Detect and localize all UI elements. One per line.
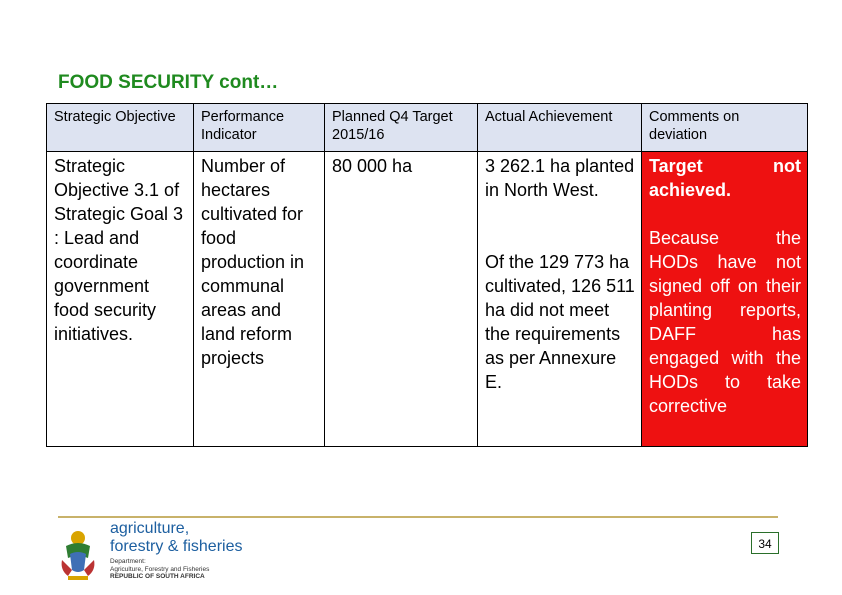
header-comments-deviation: Comments on deviation	[642, 104, 808, 152]
page-number: 34	[751, 532, 779, 554]
cell-performance-indicator: Number of hectares cultivated for food production in communal areas and land reform projects	[194, 152, 325, 447]
header-planned-target: Planned Q4 Target 2015/16	[325, 104, 478, 152]
table-header-row	[47, 104, 808, 152]
page-title: FOOD SECURITY cont…	[58, 72, 279, 93]
header-strategic-objective: Strategic Objective	[47, 104, 194, 152]
actual-main-text: 3 262.1 ha planted in North West.	[485, 156, 635, 200]
performance-table	[46, 103, 808, 447]
dept-line-2: Agriculture, Forestry and Fisheries	[110, 565, 210, 573]
cell-comments-deviation	[642, 152, 808, 447]
logo-line-2: forestry & fisheries	[110, 538, 243, 555]
cell-actual-achievement	[478, 152, 642, 447]
logo-line-1: agriculture,	[110, 520, 190, 537]
deviation-status-line2: achieved.	[649, 180, 732, 200]
dept-line-3: REPUBLIC OF SOUTH AFRICA	[110, 573, 205, 580]
dept-line-1: Department:	[110, 558, 146, 565]
header-performance-indicator: Performance Indicator	[194, 104, 325, 152]
coat-of-arms-icon	[56, 524, 100, 584]
deviation-status-line1: Target not	[649, 156, 801, 176]
actual-detail-text: Of the 129 773 ha cultivated, 126 511 ha did not meet the requirements as per Annexure E.	[485, 252, 635, 392]
footer-divider	[58, 516, 778, 518]
header-actual-achievement: Actual Achievement	[478, 104, 642, 152]
department-subtitle	[110, 558, 209, 581]
deviation-reason: Because the HODs have not signed off on their planting reports, DAFF has engaged with the HODs to take corrective	[649, 228, 801, 416]
cell-planned-target: 80 000 ha	[325, 152, 478, 447]
table-row	[47, 152, 808, 447]
cell-strategic-objective: Strategic Objective 3.1 of Strategic Goal 3 : Lead and coordinate government food security initiatives.	[47, 152, 194, 447]
department-logo-wordmark	[110, 520, 242, 556]
